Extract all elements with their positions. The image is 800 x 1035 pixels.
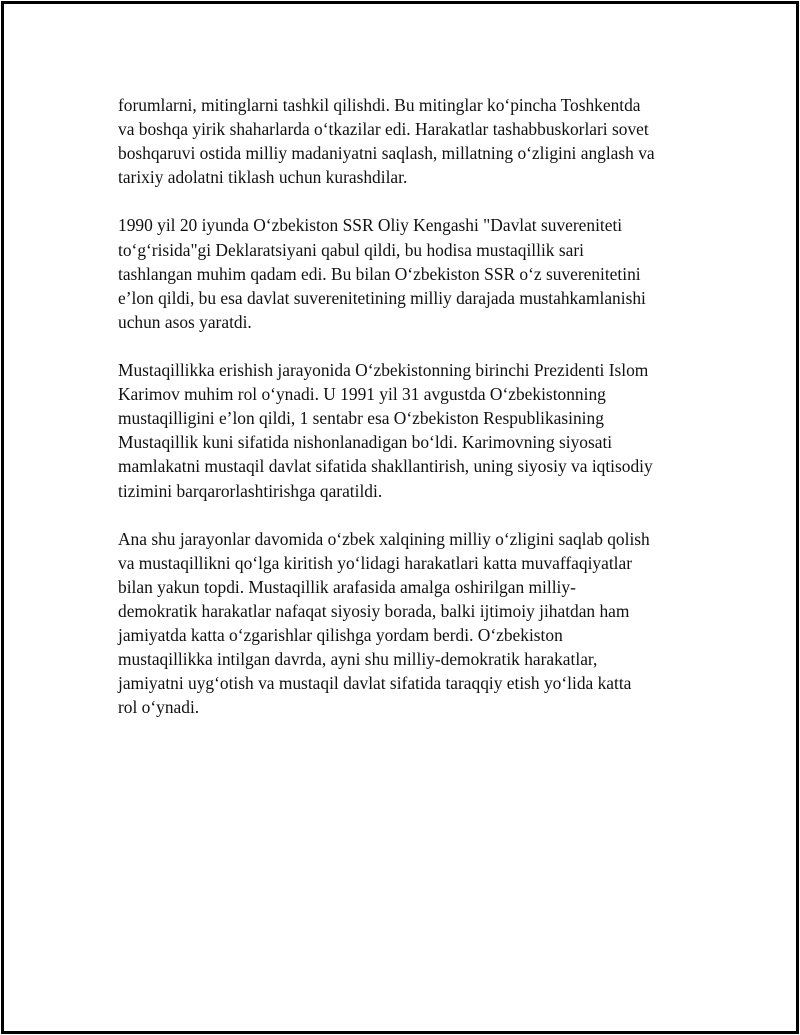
paragraph-3: Mustaqillikka erishish jarayonida O‘zbekistonning birinchi Prezidenti Islom Karimov muhim rol o‘ynadi. U 1991 yil 31 avgustda O‘zbekistonning mustaqilligini e’lon qildi, 1 sentabr esa O‘zbekiston Respublikasining Mustaqillik kuni sifatida nishonlanadigan bo‘ldi. Karimovning siyosati mamlakatni mustaqil davlat sifatida shakllantirish, uning siyosiy va iqtisodiy tizimini barqarorlashtirishga qaratildi. [118, 360, 653, 501]
paragraph-2: 1990 yil 20 iyunda O‘zbekiston SSR Oliy Kengashi "Davlat suvereniteti to‘g‘risida"gi Deklaratsiyani qabul qildi, bu hodisa mustaqillik sari tashlangan muhim qadam edi. Bu bilan O‘zbekiston SSR o‘z suverenitetini e’lon qildi, bu esa davlat suverenitetining milliy darajada mustahkamlanishi uchun asos yaratdi. [118, 215, 646, 332]
paragraph-1: forumlarni, mitinglarni tashkil qilishdi. Bu mitinglar ko‘pincha Toshkentda va boshqa yirik shaharlarda o‘tkazilar edi. Harakatlar tashabbuskorlari sovet boshqaruvi ostida milliy madaniyatni saqlash, millatning o‘zligini anglash va tarixiy adolatni tiklash uchun kurashdilar. [118, 95, 655, 188]
paragraph-4: Ana shu jarayonlar davomida o‘zbek xalqining milliy o‘zligini saqlab qolish va mustaqillikni qo‘lga kiritish yo‘lidagi harakatlari katta muvaffaqiyatlar bilan yakun topdi. Mustaqillik arafasida amalga oshirilgan milliy- demokratik harakatlar nafaqat siyosiy borada, balki ijtimoiy jihatdan ham jamiyatda katta o‘zgarishlar qilishga yordam berdi. O‘zbekiston mustaqillikka intilgan davrda, ayni shu milliy-demokratik harakatlar, jamiyatni uyg‘otish va mustaqil davlat sifatida taraqqiy etish yo‘lida katta rol o‘ynadi. [118, 528, 650, 718]
document-body [118, 93, 698, 744]
